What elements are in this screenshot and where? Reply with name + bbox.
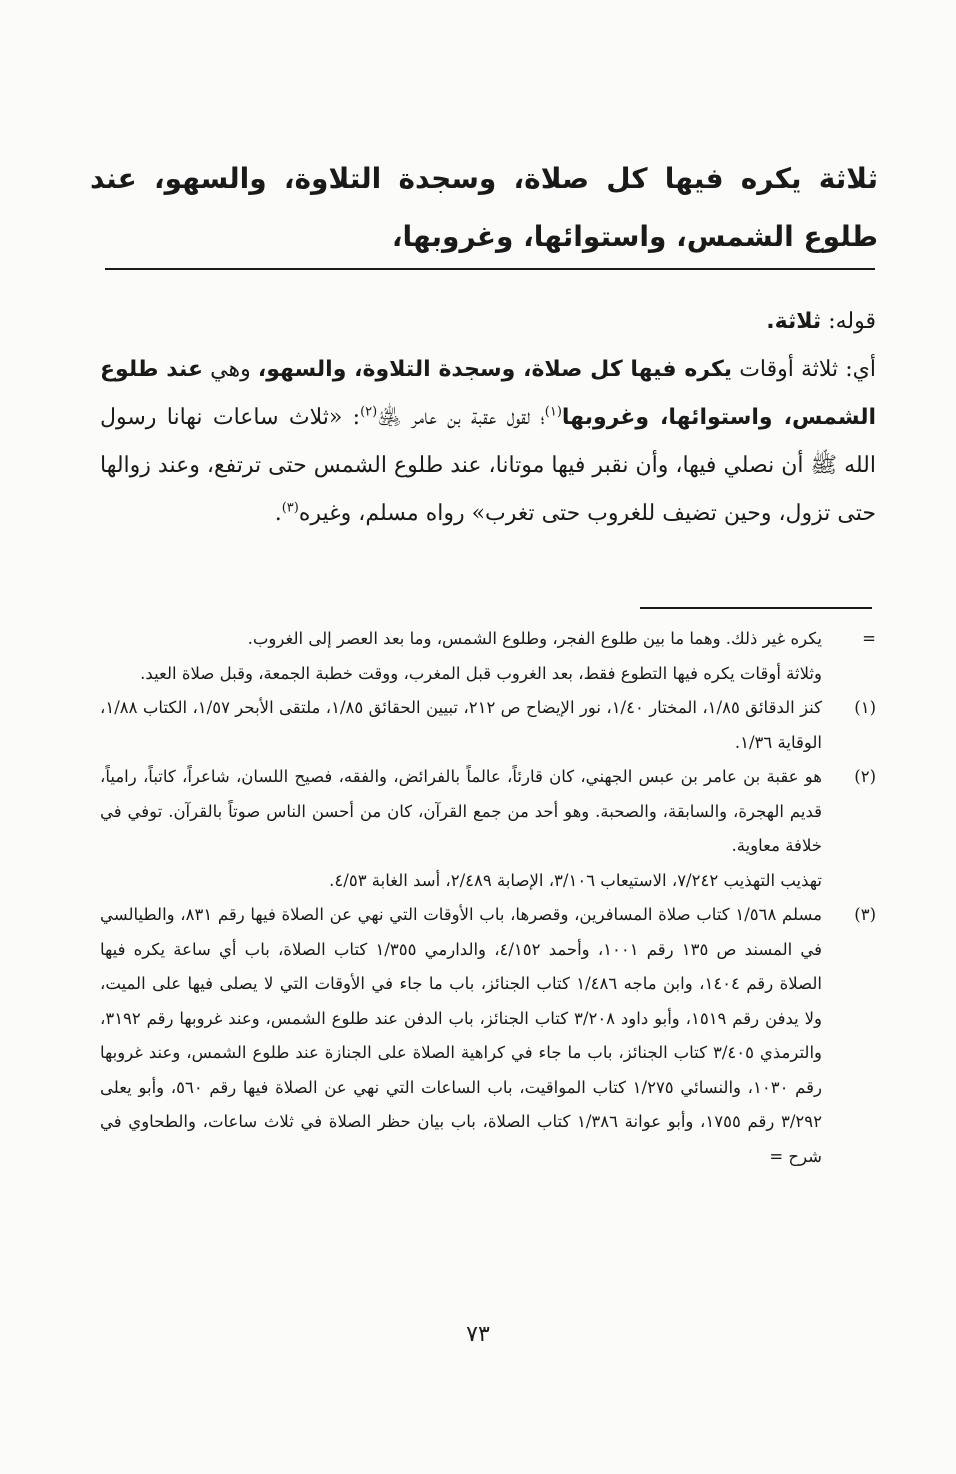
commentary <box>100 298 876 538</box>
footnotes <box>100 622 876 1174</box>
matn-separator <box>105 268 875 270</box>
footnote-3 <box>100 898 876 1174</box>
footnote-body <box>100 760 822 898</box>
footnote-marker: = <box>862 629 876 648</box>
footnote-body <box>100 691 822 760</box>
quoted-matn: يكره فيها كل صلاة، وسجدة التلاوة، والسهو، <box>257 357 733 382</box>
footnote-line: تهذيب التهذيب ٧/٢٤٢، الاستيعاب ٣/١٠٦، الإصابة ٢/٤٨٩، أسد الغابة ٤/٥٣. <box>329 870 822 890</box>
quoted-matn: عند طلوع الشمس، واستوائها، وغروبها <box>100 357 877 430</box>
footnote-body <box>100 622 822 691</box>
footnote-line: هو عقبة بن عامر بن عبس الجهني، كان قارئاً، عالماً بالفرائض، والفقه، فصيح اللسان، شاعراً، كاتباً، رامياً، قديم الهجرة، والسابقة، والصحبة. وهو أحد من جمع القرآن، كان من أحسن الناس صوتاً بالقرآن. توفي في خلافة معاوية. <box>100 767 822 855</box>
commentary-heading <box>100 298 876 346</box>
commentary-paragraph <box>100 346 876 538</box>
footnote-ref-1: (١) <box>544 404 562 420</box>
footnote-ref-3: (٣) <box>281 500 299 516</box>
footnote-marker: (٢) <box>854 767 876 786</box>
footnote-ref-2: (٢) <box>360 404 378 420</box>
footnote-line: مسلم ١/٥٦٨ كتاب صلاة المسافرين، وقصرها، باب الأوقات التي نهي عن الصلاة فيها رقم ٨٣١، والطيالسي في المسند ص ١٣٥ رقم ١٠٠١، وأحمد ٤/١٥٢، والدارمي ١/٣٥٥ كتاب الصلاة، باب أي ساعة يكره فيها الصلاة رقم ١٤٠٤، وابن ماجه ١/٤٨٦ كتاب الجنائز، باب ما جاء في الأوقات التي لا يصلى فيها على الميت، ولا يدفن رقم ١٥١٩، وأبو داود ٣/٢٠٨ كتاب الجنائز، باب الدفن عند طلوع الشمس، وعند غروبها رقم ٣١٩٢، والترمذي ٣/٤٠٥ كتاب الجنائز، باب ما جاء في كراهية الصلاة على الجنازة عند طلوع الشمس، وعند غروبها رقم ١٠٣٠، والنسائي ١/٢٧٥ كتاب المواقيت، باب الساعات التي نهي عن الصلاة فيها رقم ٥٦٠، وأبو يعلى ٣/٢٩٢ رقم ١٧٥٥، وأبو عوانة ١/٣٨٦ كتاب الصلاة، باب بيان حظر الصلاة في ثلاث ساعات، والطحاوي في شرح = <box>100 905 823 1166</box>
text-segment: أي: ثلاثة أوقات <box>739 357 877 382</box>
page-number: ٧٣ <box>466 1322 490 1347</box>
footnote-marker: (٣) <box>854 905 876 924</box>
footnote-line: كنز الدقائق ١/٨٥، المختار ١/٤٠، نور الإيضاح ص ٢١٢، تبيين الحقائق ١/٨٥، ملتقى الأبحر ١/٥٧، الكتاب ١/٨٨، الوقاية ١/٣٦. <box>100 698 823 752</box>
footnote-separator <box>640 607 872 609</box>
text-segment: ؛ لقول عقبة بن عامر ﵁ <box>377 405 545 430</box>
footnote-line: وثلاثة أوقات يكره فيها التطوع فقط، بعد الغروب قبل المغرب، ووقت خطبة الجمعة، وقبل صلاة العيد. <box>140 663 822 683</box>
footnote-marker: (١) <box>854 698 876 717</box>
qawluhu-word: ثلاثة. <box>766 309 822 334</box>
footnote-line: يكره غير ذلك. وهما ما بين طلوع الفجر، وطلوع الشمس، وما بعد العصر إلى الغروب. <box>247 629 822 648</box>
matn-text: ثلاثة يكره فيها كل صلاة، وسجدة التلاوة، والسهو، عند طلوع الشمس، واستوائها، وغروبها، <box>90 162 878 253</box>
footnote-2 <box>100 760 876 898</box>
footnote-continued <box>100 622 876 691</box>
hadith-text: : «ثلاث ساعات نهانا رسول الله ﷺ أن نصلي فيها، وأن نقبر فيها موتانا، عند طلوع الشمس حتى ترتفع، وعند زوالها حتى تزول، وحين تضيف للغروب حتى تغرب» رواه مسلم، وغيره <box>100 405 876 526</box>
footnote-body <box>100 898 822 1174</box>
text-segment: وهي <box>210 357 251 382</box>
footnote-1 <box>100 691 876 760</box>
qawluhu-label: قوله: <box>828 309 876 334</box>
text-segment: . <box>274 501 282 526</box>
